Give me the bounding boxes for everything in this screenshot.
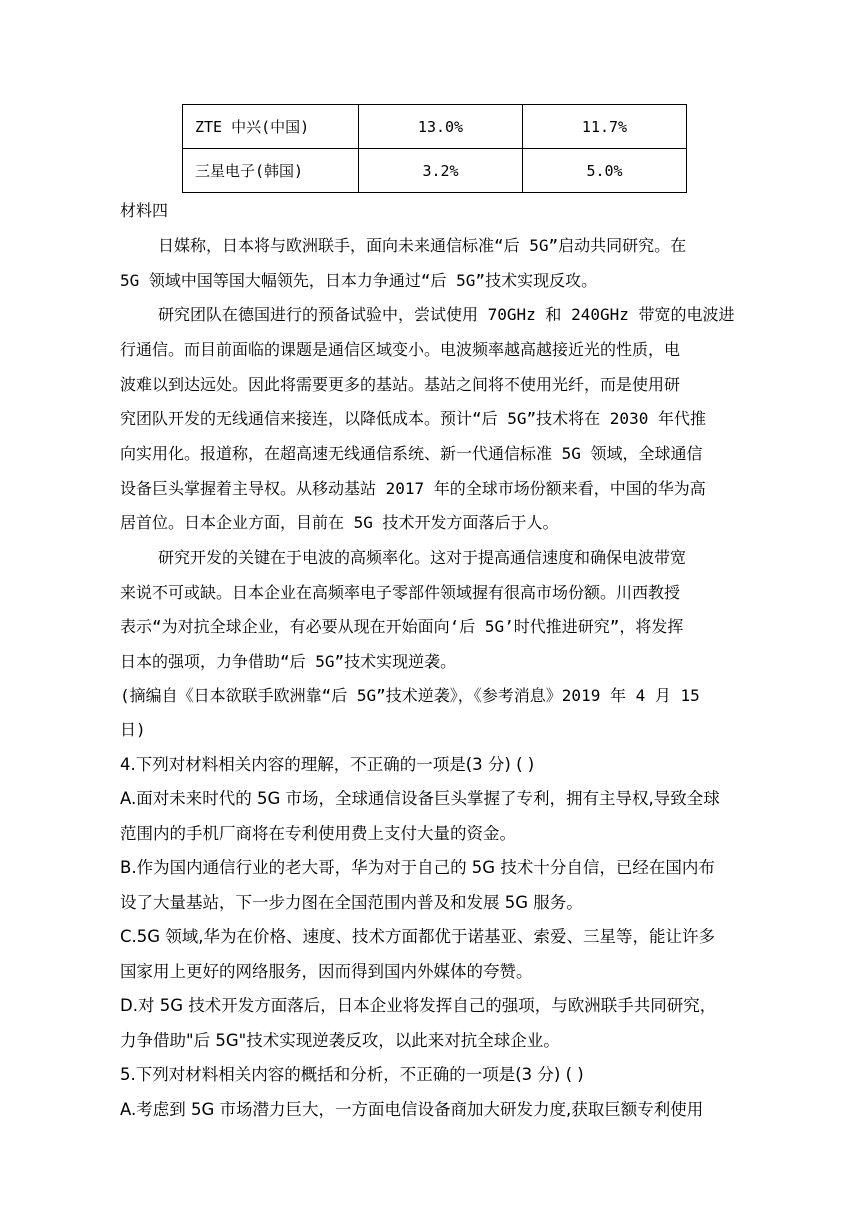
table-cell: 三星电子(韩国) — [183, 149, 359, 193]
question-4-option-c: 国家用上更好的网络服务，因而得到国内外媒体的夸赞。 — [120, 962, 533, 981]
source-citation: 日) — [120, 720, 146, 739]
question-4-option-d: D.对 5G 技术开发方面落后，日本企业将发挥自己的强项，与欧洲联手共同研究， — [120, 996, 717, 1015]
table-cell: ZTE 中兴(中国) — [183, 105, 359, 149]
paragraph-line: 研究团队在德国进行的预备试验中，尝试使用 70GHz 和 240GHz 带宽的电波进 — [158, 305, 735, 324]
question-4-stem: 4.下列对材料相关内容的理解，不正确的一项是(3 分) ( ) — [120, 755, 535, 774]
paragraph-line: 设备巨头掌握着主导权。从移动基站 2017 年的全球市场份额来看，中国的华为高 — [120, 479, 706, 498]
question-4-option-d: 力争借助"后 5G"技术实现逆袭反攻，以此来对抗全球企业。 — [120, 1031, 560, 1050]
question-4-option-a: A.面对未来时代的 5G 市场，全球通信设备巨头掌握了专利，拥有主导权,导致全球 — [120, 789, 720, 808]
question-4-option-b: 设了大量基站，下一步力图在全国范围内普及和发展 5G 服务。 — [120, 893, 583, 912]
paragraph-line: 居首位。日本企业方面，目前在 5G 技术开发方面落后于人。 — [120, 513, 559, 532]
question-4-option-b: B.作为国内通信行业的老大哥，华为对于自己的 5G 技术十分自信，已经在国内布 — [120, 858, 715, 877]
table-cell: 13.0% — [359, 105, 523, 149]
paragraph-line: 日媒称，日本将与欧洲联手，面向未来通信标准“后 5G”启动共同研究。在 — [158, 236, 687, 255]
table-row — [183, 105, 687, 149]
paragraph-line: 向实用化。报道称，在超高速无线通信系统、新一代通信标准 5G 领域，全球通信 — [120, 444, 703, 463]
question-4-option-c: C.5G 领域,华为在价格、速度、技术方面都优于诺基亚、索爱、三星等，能让许多 — [120, 927, 716, 946]
paragraph-line: 行通信。而目前面临的课题是通信区域变小。电波频率越高越接近光的性质，电 — [120, 340, 681, 359]
paragraph-line: 究团队开发的无线通信来接连，以降低成本。预计“后 5G”技术将在 2030 年代推 — [120, 409, 706, 428]
paragraph-line: 研究开发的关键在于电波的高频率化。这对于提高通信速度和确保电波带宽 — [158, 548, 687, 567]
question-5-stem: 5.下列对材料相关内容的概括和分析，不正确的一项是(3 分) ( ) — [120, 1065, 584, 1084]
table-row — [183, 149, 687, 193]
paragraph-line: 波难以到达远处。因此将需要更多的基站。基站之间将不使用光纤，而是使用研 — [120, 375, 681, 394]
question-5-option-a: A.考虑到 5G 市场潜力巨大，一方面电信设备商加大研发力度,获取巨额专利使用 — [120, 1100, 704, 1119]
material-title: 材料四 — [120, 201, 169, 220]
market-share-table — [182, 104, 687, 193]
table-cell: 5.0% — [523, 149, 687, 193]
paragraph-line: 表示“为对抗全球企业，有必要从现在开始面向‘后 5G’时代推进研究”，将发挥 — [120, 617, 684, 636]
source-citation: (摘编自《日本欲联手欧洲靠“后 5G”技术逆袭》，《参考消息》2019 年 4 月 15 — [120, 686, 700, 705]
paragraph-line: 日本的强项，力争借助“后 5G”技术实现逆袭。 — [120, 652, 457, 671]
table-cell: 3.2% — [359, 149, 523, 193]
table-cell: 11.7% — [523, 105, 687, 149]
paragraph-line: 5G 领域中国等国大幅领先，日本力争通过“后 5G”技术实现反攻。 — [120, 271, 598, 290]
paragraph-line: 来说不可或缺。日本企业在高频率电子零部件领域握有很高市场份额。川西教授 — [120, 583, 681, 602]
question-4-option-a: 范围内的手机厂商将在专利使用费上支付大量的资金。 — [120, 824, 516, 843]
